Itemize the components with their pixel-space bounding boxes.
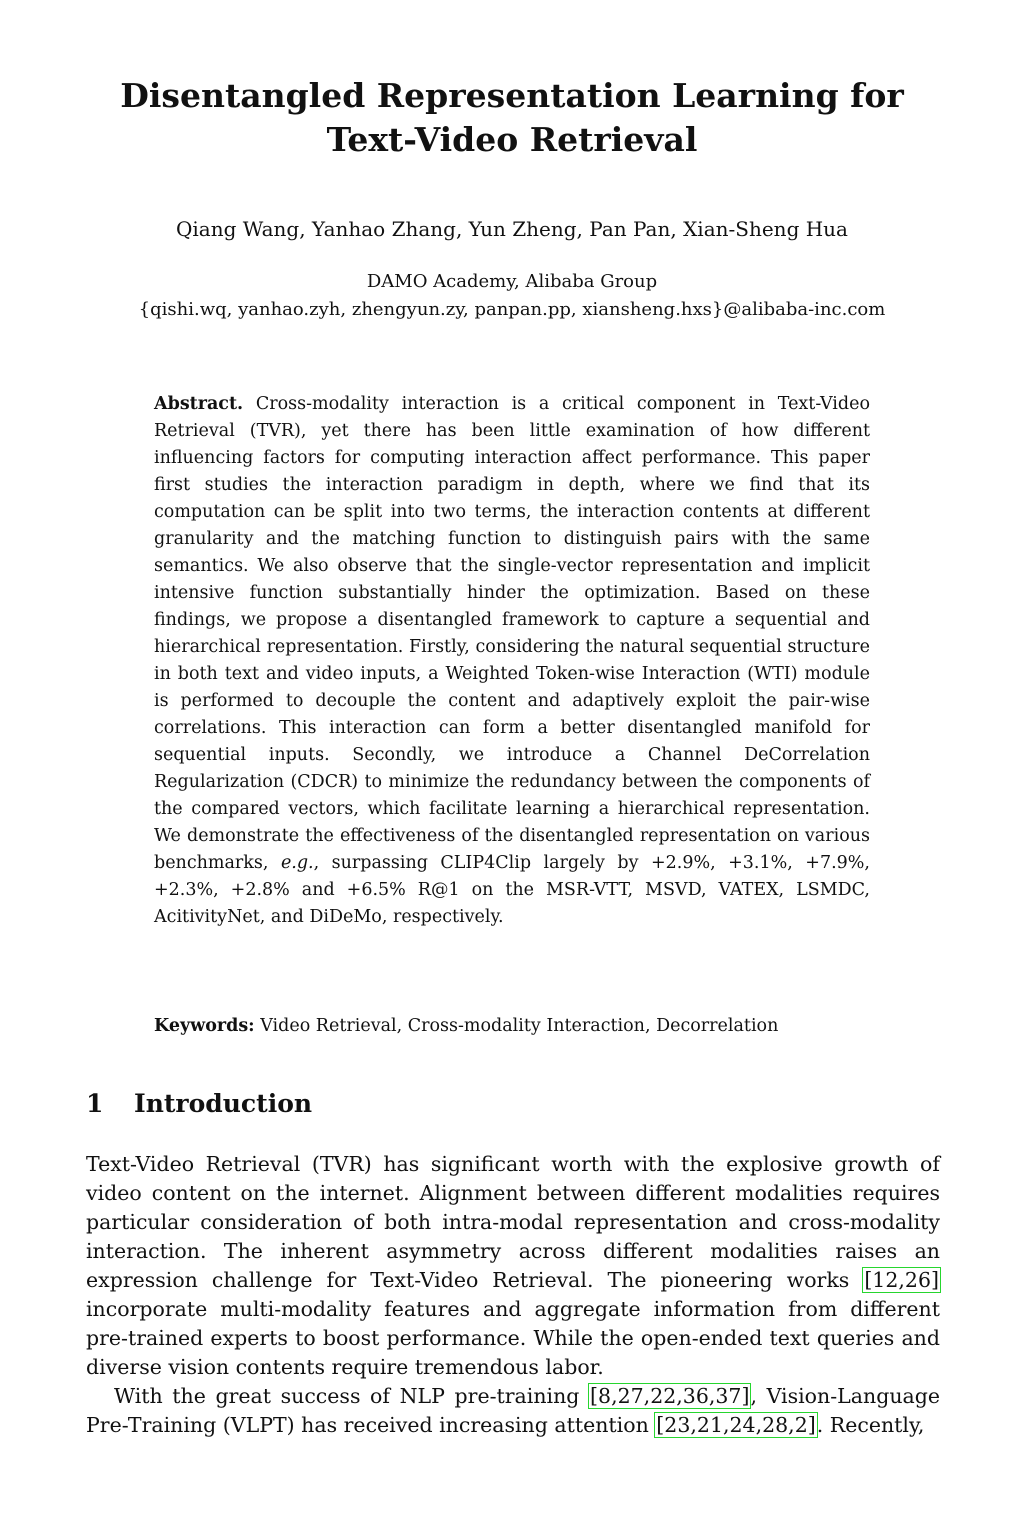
keywords-text: Video Retrieval, Cross-modality Interaction, Decorrelation <box>260 1016 779 1036</box>
author-list: Qiang Wang, Yanhao Zhang, Yun Zheng, Pan Pan, Xian-Sheng Hua <box>176 217 848 241</box>
abstract-text-b: , surpassing CLIP4Clip largely by +2.9%, +3.1%, +7.9%, +2.3%, +2.8% and +6.5% R@1 on the MSR-VTT, MSVD, VATEX, LSMDC, AcitivityNet, and DiDeMo, respectively. <box>154 853 870 927</box>
section-heading-introduction <box>86 1084 312 1124</box>
affiliation-block <box>0 268 1024 324</box>
abstract-label: Abstract. <box>154 394 244 414</box>
intro-p2-text-b: , Vision-Language Pre-Training (VLPT) has received increasing attention <box>86 1384 940 1437</box>
keywords <box>154 1013 870 1040</box>
introduction-body <box>86 1150 940 1440</box>
abstract-text-a: Cross-modality interaction is a critical component in Text-Video Retrieval (TVR), yet there has been little examination of how different influencing factors for computing interaction affect performance. This paper first studies the interaction paradigm in depth, where we find that its computation can be split into two terms, the interaction contents at different granularity and the matching function to distinguish pairs with the same semantics. We also observe that the single-vector representation and implicit intensive function substantially hinder the optimization. Based on these findings, we propose a disentangled framework to capture a sequential and hierarchical representation. Firstly, considering the natural sequential structure in both text and video inputs, a Weighted Token-wise Interaction (WTI) module is performed to decouple the content and adaptively exploit the pair-wise correlations. This interaction can form a better disentangled manifold for sequential inputs. Secondly, we introduce a Channel DeCorrelation Regularization (CDCR) to minimize the redundancy between the components of the compared vectors, which facilitate learning a hierarchical representation. We demonstrate the effectiveness of the disentangled representation on various benchmarks, <box>154 394 870 873</box>
intro-p1-text-a: Text-Video Retrieval (TVR) has significant worth with the explosive growth of video content on the internet. Alignment between different modalities requires particular consideration of both intra-modal representation and cross-modality interaction. The inherent asymmetry across different modalities raises an expression challenge for Text-Video Retrieval. The pioneering works <box>86 1152 940 1292</box>
keywords-label: Keywords: <box>154 1016 255 1036</box>
paper-title <box>0 74 1024 162</box>
title-line-1: Disentangled Representation Learning for <box>120 76 904 115</box>
citation-link[interactable]: [8,27,22,36,37] <box>590 1384 750 1408</box>
intro-p1-text-b: incorporate multi-modality features and aggregate information from different pre-trained experts to boost performance. While the open-ended text queries and diverse vision contents require tremendous labor. <box>86 1297 940 1379</box>
affiliation: DAMO Academy, Alibaba Group <box>366 271 658 292</box>
intro-p2-text-c: . Recently, <box>816 1413 925 1437</box>
intro-paragraph-1 <box>86 1150 940 1382</box>
citation-link[interactable]: [23,21,24,28,2] <box>656 1413 816 1437</box>
section-title: Introduction <box>134 1089 313 1118</box>
author-emails: {qishi.wq, yanhao.zyh, zhengyun.zy, panpan.pp, xiansheng.hxs}@alibaba-inc.com <box>138 299 886 320</box>
intro-paragraph-2 <box>86 1382 940 1440</box>
intro-p2-text-a: With the great success of NLP pre-training <box>114 1384 590 1408</box>
section-number: 1 <box>86 1089 104 1118</box>
abstract <box>154 391 870 931</box>
title-line-2: Text-Video Retrieval <box>326 120 698 159</box>
citation-link[interactable]: [12,26] <box>864 1268 939 1292</box>
abstract-eg: e.g. <box>280 853 314 873</box>
